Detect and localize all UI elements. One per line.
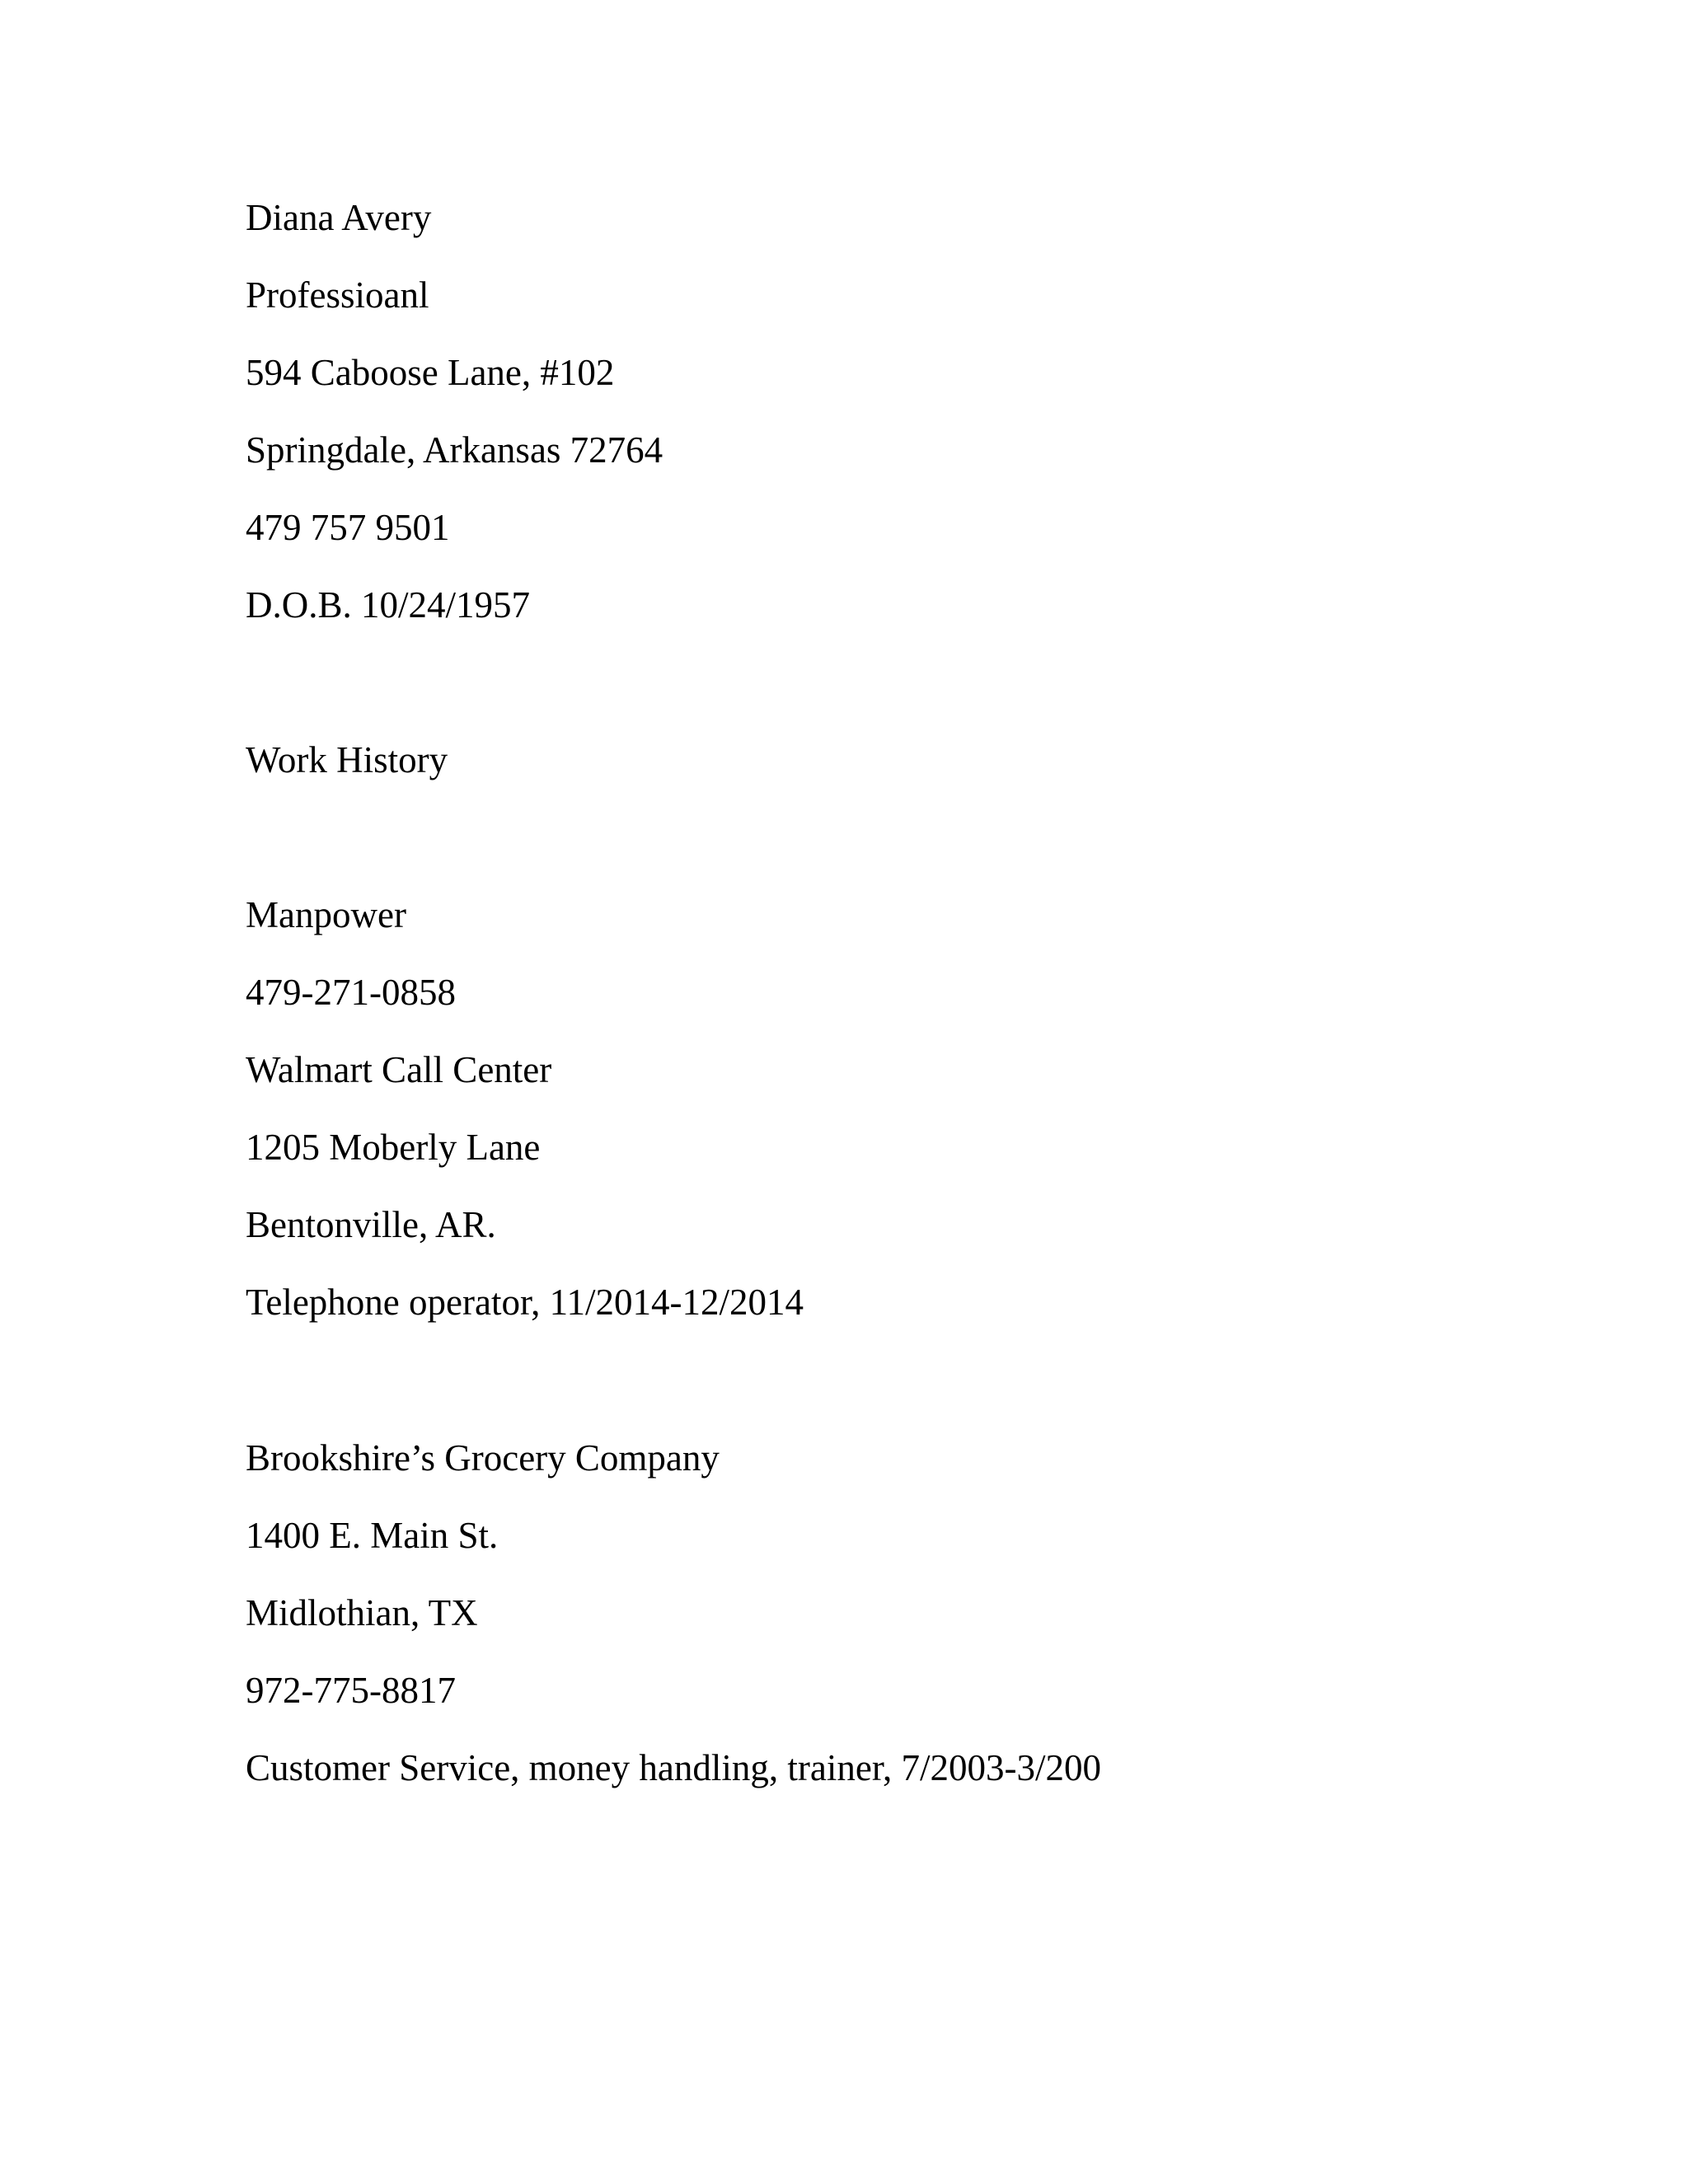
job-role: Telephone operator, 11/2014-12/2014	[246, 1282, 804, 1323]
applicant-phone: 479 757 9501	[246, 507, 450, 548]
work-history-heading: Work History	[246, 739, 448, 780]
job-phone: 972-775-8817	[246, 1670, 456, 1711]
applicant-dob: D.O.B. 10/24/1957	[246, 584, 531, 626]
address-line-2: Springdale, Arkansas 72764	[246, 429, 663, 471]
job-employer: Manpower	[246, 894, 406, 935]
job-phone: 479-271-0858	[246, 972, 456, 1013]
job-city: Bentonville, AR.	[246, 1204, 496, 1245]
applicant-title: Professioanl	[246, 274, 429, 316]
address-line-1: 594 Caboose Lane, #102	[246, 352, 615, 393]
applicant-name: Diana Avery	[246, 197, 432, 238]
job-employer: Brookshire’s Grocery Company	[246, 1437, 720, 1479]
job-role: Customer Service, money handling, trainer, 7/2003-3/200	[246, 1747, 1101, 1788]
job-address: 1205 Moberly Lane	[246, 1127, 541, 1168]
job-address: 1400 E. Main St.	[246, 1515, 499, 1556]
job-city: Midlothian, TX	[246, 1592, 478, 1633]
job-client: Walmart Call Center	[246, 1049, 552, 1090]
